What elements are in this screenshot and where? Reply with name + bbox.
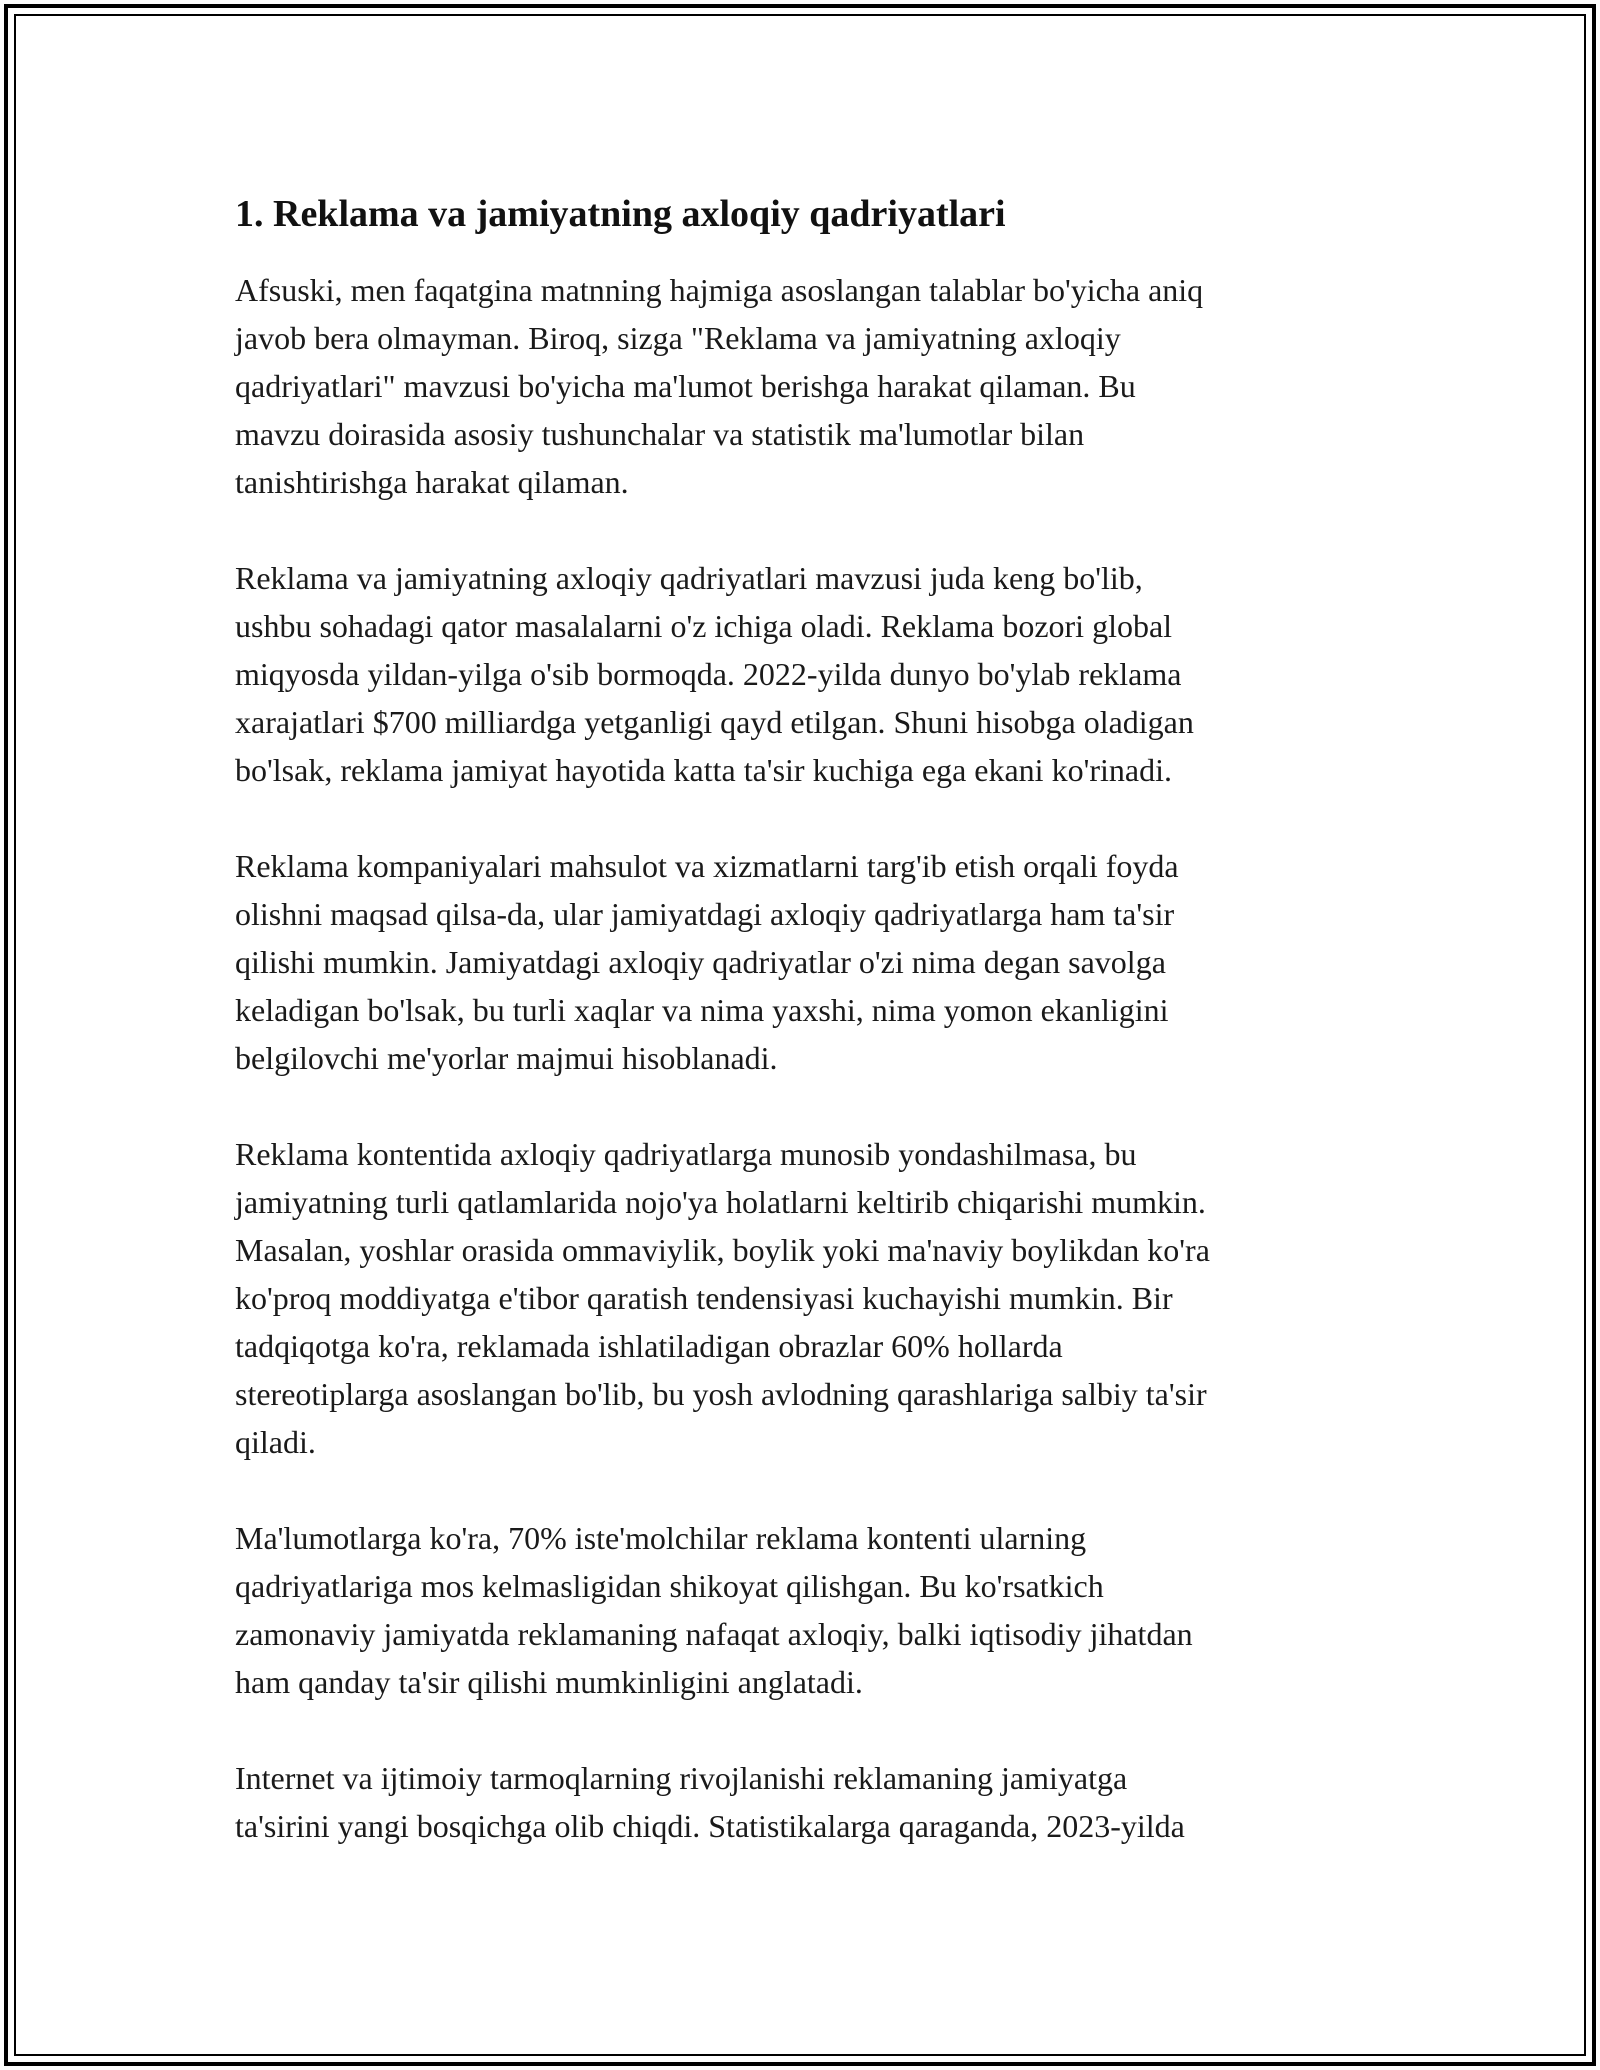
paragraph-6 (235, 1754, 1385, 1850)
text-line: qilishi mumkin. Jamiyatdagi axloqiy qadriyatlar o'zi nima degan savolga (235, 944, 1166, 980)
text-line: javob bera olmayman. Biroq, sizga "Reklama va jamiyatning axloqiy (235, 320, 1121, 356)
text-line: Reklama kontentida axloqiy qadriyatlarga munosib yondashilmasa, bu (235, 1136, 1137, 1172)
text-line: ta'sirini yangi bosqichga olib chiqdi. Statistikalarga qaraganda, 2023-yilda (235, 1808, 1185, 1844)
text-line: Masalan, yoshlar orasida ommaviylik, boylik yoki ma'naviy boylikdan ko'ra (235, 1232, 1210, 1268)
text-line: ham qanday ta'sir qilishi mumkinligini anglatadi. (235, 1664, 863, 1700)
text-line: qadriyatlariga mos kelmasligidan shikoyat qilishgan. Bu ko'rsatkich (235, 1568, 1104, 1604)
text-line: ushbu sohadagi qator masalalarni o'z ichiga oladi. Reklama bozori global (235, 608, 1173, 644)
text-line: tadqiqotga ko'ra, reklamada ishlatiladigan obrazlar 60% hollarda (235, 1328, 1063, 1364)
text-line: zamonaviy jamiyatda reklamaning nafaqat axloqiy, balki iqtisodiy jihatdan (235, 1616, 1193, 1652)
text-line: tanishtirishga harakat qilaman. (235, 464, 629, 500)
text-line: miqyosda yildan-yilga o'sib bormoqda. 2022-yilda dunyo bo'ylab reklama (235, 656, 1182, 692)
text-line: mavzu doirasida asosiy tushunchalar va statistik ma'lumotlar bilan (235, 416, 1085, 452)
text-line: Afsuski, men faqatgina matnning hajmiga asoslangan talablar bo'yicha aniq (235, 272, 1204, 308)
text-line: bo'lsak, reklama jamiyat hayotida katta ta'sir kuchiga ega ekani ko'rinadi. (235, 752, 1172, 788)
document-body (235, 188, 1385, 1898)
text-line: olishni maqsad qilsa-da, ular jamiyatdagi axloqiy qadriyatlarga ham ta'sir (235, 896, 1175, 932)
text-line: xarajatlari $700 milliardga yetganligi qayd etilgan. Shuni hisobga oladigan (235, 704, 1194, 740)
text-line: ko'proq moddiyatga e'tibor qaratish tendensiyasi kuchayishi mumkin. Bir (235, 1280, 1173, 1316)
paragraph-3 (235, 842, 1385, 1082)
paragraph-5 (235, 1514, 1385, 1706)
paragraph-2 (235, 554, 1385, 794)
text-line: qadriyatlari" mavzusi bo'yicha ma'lumot berishga harakat qilaman. Bu (235, 368, 1136, 404)
text-line: stereotiplarga asoslangan bo'lib, bu yosh avlodning qarashlariga salbiy ta'sir (235, 1376, 1207, 1412)
text-line: Reklama va jamiyatning axloqiy qadriyatlari mavzusi juda keng bo'lib, (235, 560, 1143, 596)
section-heading: 1. Reklama va jamiyatning axloqiy qadriyatlari (235, 193, 1006, 235)
paragraph-4 (235, 1130, 1385, 1466)
text-line: qiladi. (235, 1424, 316, 1460)
text-line: jamiyatning turli qatlamlarida nojo'ya holatlarni keltirib chiqarishi mumkin. (235, 1184, 1206, 1220)
text-line: Internet va ijtimoiy tarmoqlarning rivojlanishi reklamaning jamiyatga (235, 1760, 1128, 1796)
text-line: Reklama kompaniyalari mahsulot va xizmatlarni targ'ib etish orqali foyda (235, 848, 1179, 884)
text-line: belgilovchi me'yorlar majmui hisoblanadi. (235, 1040, 778, 1076)
text-line: keladigan bo'lsak, bu turli xaqlar va nima yaxshi, nima yomon ekanligini (235, 992, 1169, 1028)
text-line: Ma'lumotlarga ko'ra, 70% iste'molchilar reklama kontenti ularning (235, 1520, 1087, 1556)
paragraph-1 (235, 266, 1385, 506)
